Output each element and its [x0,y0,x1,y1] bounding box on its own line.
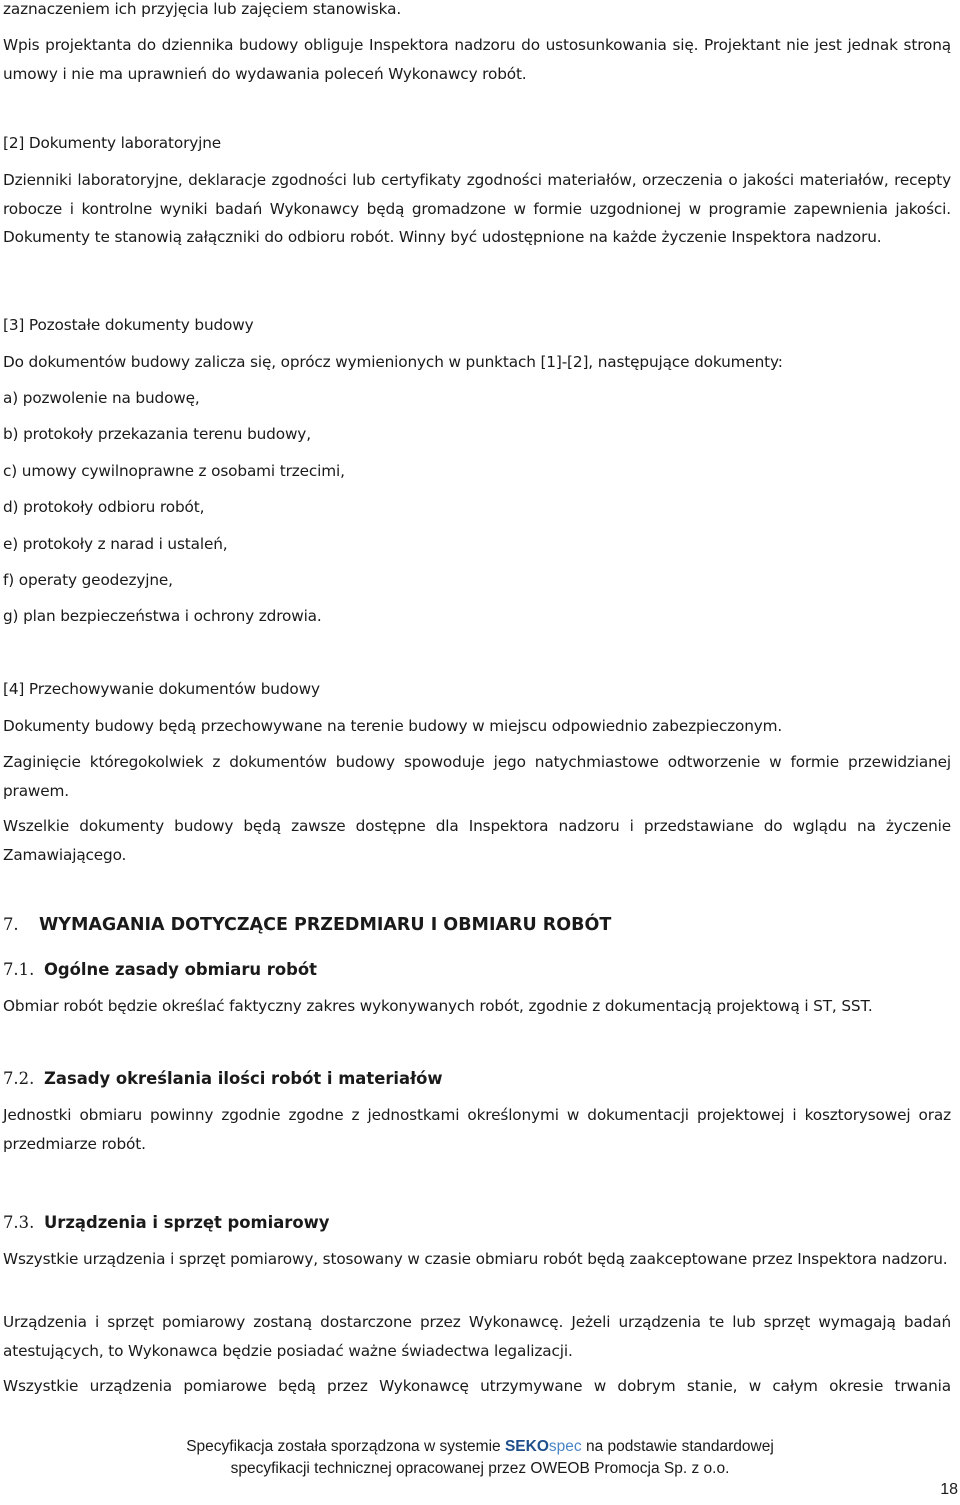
section-7-title: WYMAGANIA DOTYCZĄCE PRZEDMIARU I OBMIARU ROBÓT [39,915,612,935]
footer-text-before: Specyfikacja została sporządzona w systemie [186,1438,501,1455]
paragraph-lab-documents: Dzienniki laboratoryjne, deklaracje zgodności lub certyfikaty zgodności materiałów, orzeczenia o jakości materiałów, recepty robocze i kontrolne wyniki badań Wykonawcy będą gromadzone w formie uzgodnionej w programie zapewnienia jakości. Dokumenty te stanowią załączniki do odbioru robót. Winny być udostępnione na każde życzenie Inspektora nadzoru. [3,171,951,246]
footer-text-after: na podstawie standardowej [585,1438,774,1455]
list-item-g: g) plan bezpieczeństwa i ochrony zdrowia. [3,607,322,625]
paragraph-7-3-3: Wszystkie urządzenia pomiarowe będą przez Wykonawcę utrzymywane w dobrym stanie, w całym okresie trwania [3,1377,951,1395]
subheading-lab-documents: [2] Dokumenty laboratoryjne [3,134,222,152]
paragraph-7-1: Obmiar robót będzie określać faktyczny zakres wykonywanych robót, zgodnie z dokumentacją projektową i ST, SST. [3,997,873,1015]
paragraph-continued: zaznaczeniem ich przyjęcia lub zajęciem stanowiska. [3,0,402,18]
page-number: 18 [940,1481,958,1498]
list-item-c: c) umowy cywilnoprawne z osobami trzecimi, [3,462,345,480]
list-item-d: d) protokoły odbioru robót, [3,498,205,516]
paragraph-7-2: Jednostki obmiaru powinny zgodnie zgodne z jednostkami określonymi w dokumentacji projektowej i kosztorysowej oraz przedmiarze robót. [3,1106,951,1153]
section-7-2-title: Zasady określania ilości robót i materiałów [44,1069,443,1088]
list-item-e: e) protokoły z narad i ustaleń, [3,535,228,553]
section-7-2-heading [3,1065,443,1093]
section-7-3-heading [3,1209,329,1237]
paragraph-storage-1: Dokumenty budowy będą przechowywane na terenie budowy w miejscu odpowiednio zabezpieczonym. [3,717,783,735]
list-item-a: a) pozwolenie na budowę, [3,389,200,407]
section-7-1-heading [3,956,317,984]
paragraph-7-3-2: Urządzenia i sprzęt pomiarowy zostaną dostarczone przez Wykonawcę. Jeżeli urządzenia te lub sprzęt wymagają badań atestujących, to Wykonawca będzie posiadać ważne świadectwa legalizacji. [3,1313,951,1360]
footer-line-1 [0,1436,960,1458]
footer-line-2: specyfikacji technicznej opracowanej przez OWEOB Promocja Sp. z o.o. [230,1460,730,1477]
list-item-f: f) operaty geodezyjne, [3,571,173,589]
subheading-storage: [4] Przechowywanie dokumentów budowy [3,680,320,698]
list-item-b: b) protokoły przekazania terenu budowy, [3,425,311,443]
section-7-2-number: 7.2. [3,1069,35,1088]
section-7-1-title: Ogólne zasady obmiaru robót [44,960,317,979]
logo-spec-text: spec [548,1438,582,1455]
sekospec-logo [505,1438,582,1455]
section-7-1-number: 7.1. [3,960,35,979]
paragraph-7-3-1: Wszystkie urządzenia i sprzęt pomiarowy, stosowany w czasie obmiaru robót będą zaakceptowane przez Inspektora nadzoru. [3,1250,948,1268]
paragraph-storage-3: Wszelkie dokumenty budowy będą zawsze dostępne dla Inspektora nadzoru i przedstawiane do wglądu na życzenie Zamawiającego. [3,817,951,864]
paragraph-designer-entry: Wpis projektanta do dziennika budowy obliguje Inspektora nadzoru do ustosunkowania się. Projektant nie jest jednak stroną umowy i nie ma uprawnień do wydawania poleceń Wykonawcy robót. [3,36,951,83]
paragraph-other-documents-intro: Do dokumentów budowy zalicza się, oprócz wymienionych w punktach [1]-[2], następujące dokumenty: [3,353,783,371]
subheading-other-documents: [3] Pozostałe dokumenty budowy [3,316,254,334]
section-7-number: 7. [3,915,19,934]
section-7-3-title: Urządzenia i sprzęt pomiarowy [44,1213,330,1232]
paragraph-storage-2: Zaginięcie któregokolwiek z dokumentów budowy spowoduje jego natychmiastowe odtworzenie w formie przewidzianej prawem. [3,753,951,800]
logo-seko-text: SEKO [504,1438,549,1455]
section-7-3-number: 7.3. [3,1213,35,1232]
section-7-heading [3,911,611,939]
